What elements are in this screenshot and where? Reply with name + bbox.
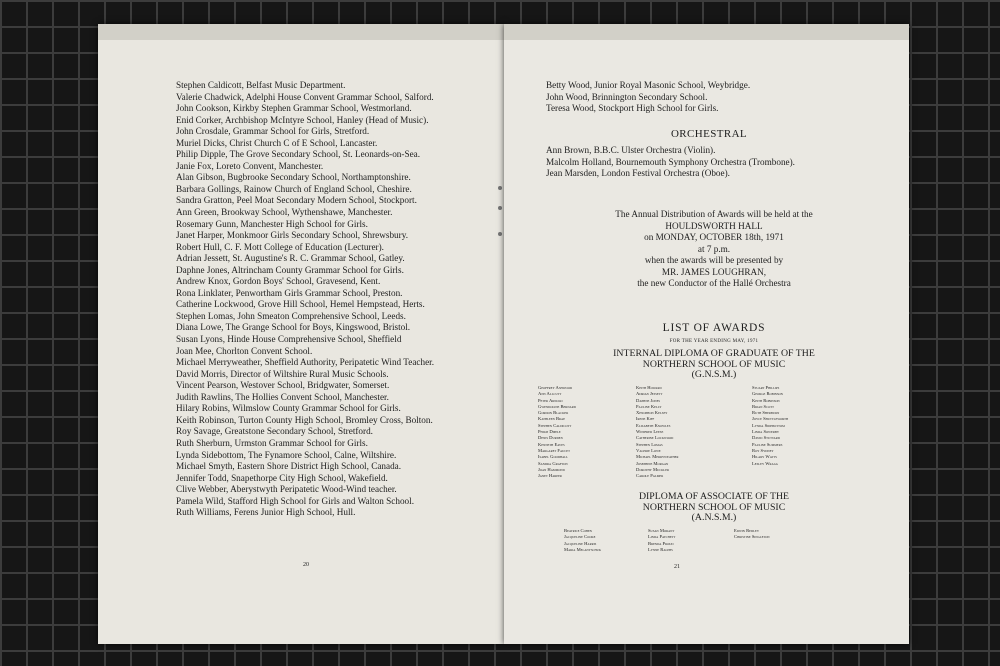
left-page [98, 24, 505, 644]
graduate-name: Lesley Wragg [752, 460, 779, 466]
page-top-edge [504, 24, 909, 40]
notice-line: when the awards will be presented by [644, 255, 784, 266]
list-item: Ruth Williams, Ferens Junior High School, Hull. [176, 507, 356, 518]
list-item: Teresa Wood, Stockport High School for Girls. [546, 103, 719, 114]
list-item: Rona Linklater, Penwortham Girls Grammar School, Preston. [176, 287, 403, 298]
associate-name: Brenda Proud [648, 540, 674, 546]
list-item: Ann Brown, B.B.C. Ulster Orchestra (Violin). [546, 145, 716, 155]
graduate-name: Joan Hammond [538, 466, 565, 472]
list-item: Joan Mee, Chorlton Convent School. [176, 345, 313, 356]
list-item: Janie Fox, Loreto Convent, Manchester. [176, 160, 324, 171]
list-item: Betty Wood, Junior Royal Masonic School, Weybridge. [546, 80, 751, 90]
list-item: Adrian Jessett, St. Augustine's R. C. Grammar School, Gatley. [176, 253, 405, 264]
list-item: Robert Hull, C. F. Mott College of Education (Lecturer). [176, 241, 384, 252]
associate-name: Edwin Redley [734, 528, 760, 533]
orchestral-heading: ORCHESTRAL [670, 128, 748, 140]
graduate-name: Ruth Sherburn [752, 410, 780, 416]
list-item: Diana Lowe, The Grange School for Boys, Kingswood, Bristol. [176, 322, 411, 333]
graduate-column [636, 385, 752, 479]
graduate-name: Hilary Watts [752, 454, 777, 460]
heading-line: (A.N.S.M.) [691, 512, 737, 523]
binding-hole [498, 186, 502, 190]
list-of-awards-title: LIST OF AWARDS [662, 322, 766, 334]
ansm-heading [544, 492, 884, 524]
list-item: Ann Green, Brookway School, Wythenshawe, Manchester. [176, 207, 393, 218]
page-top-edge [98, 24, 504, 40]
page-number: 21 [674, 564, 680, 570]
list-item: Stephen Caldicott, Belfast Music Department. [176, 80, 346, 90]
graduate-name: Adrian Jessett [636, 391, 663, 397]
graduate-name: Stephen Caldicott [538, 422, 572, 428]
list-item: Ruth Sherburn, Urmston Grammar School for Girls. [176, 437, 368, 448]
graduate-name: Carole Palmer [636, 473, 664, 479]
heading-line: DIPLOMA OF ASSOCIATE OF THE [638, 491, 790, 502]
graduate-name: Josephine Morgan [636, 460, 669, 466]
list-item: Jean Marsden, London Festival Orchestra (Oboe). [546, 168, 730, 179]
list-item: Malcolm Holland, Bournemouth Symphony Orchestra (Trombone). [546, 156, 795, 167]
associate-name: Christine Singleton [734, 534, 770, 540]
heading-line: (G.N.S.M.) [691, 369, 737, 380]
list-item: Michael Smyth, Eastern Shore District High School, Canada. [176, 461, 402, 472]
associate-name: Susan Morant [648, 528, 675, 533]
graduate-name: Irene Kiff [636, 416, 655, 422]
list-item: John Crosdale, Grammar School for Girls, Stretford. [176, 126, 370, 137]
graduate-name: Winifred Leese [636, 429, 664, 435]
graduate-name: Ann Allcutt [538, 391, 562, 397]
award-ceremony-notice [564, 209, 864, 290]
list-item: Catherine Lockwood, Grove Hill School, Hemel Hempstead, Herts. [176, 299, 425, 310]
list-item: Sandra Gratton, Peel Moat Secondary Modern School, Stockport. [176, 195, 417, 206]
list-item: Clive Webber, Aberystwyth Peripatetic Wood-Wind teacher. [176, 484, 397, 495]
graduate-column [538, 385, 636, 479]
list-item: Michael Merryweather, Sheffield Authority, Peripatetic Wind Teacher. [176, 357, 434, 368]
list-item: David Morris, Director of Wiltshire Rural Music Schools. [176, 368, 389, 379]
list-item: Philip Dipple, The Grove Secondary School, St. Leonards-on-Sea. [176, 149, 421, 160]
graduate-name: Kathleen Brae [538, 416, 566, 422]
associate-name: Jacqueline Harris [564, 540, 597, 546]
graduate-name: Keith Howard [636, 385, 662, 390]
graduate-name: Geoffrey Ashwood [538, 385, 573, 390]
ansm-associates [564, 528, 824, 553]
list-item: Alan Gibson, Bugbrooke Secondary School, Northamptonshire. [176, 172, 411, 183]
graduate-name: George Robinson [752, 391, 783, 397]
graduate-name: Kenneth Eaves [538, 441, 565, 447]
graduate-name: Denis Durden [538, 435, 563, 441]
graduate-name: Elizabeth Knowles [636, 422, 671, 428]
notice-line: HOULDSWORTH HALL [665, 220, 763, 231]
graduate-name: Roy Sydney [752, 447, 774, 453]
graduate-name: Brian Scott [752, 403, 774, 409]
graduate-name: Daphne Jones [636, 397, 661, 403]
associate-name: Lynne Ralphs [648, 546, 673, 552]
heading-line: NORTHERN SCHOOL OF MUSIC [642, 358, 786, 370]
list-item: Vincent Pearson, Westover School, Bridgwater, Somerset. [176, 380, 390, 391]
list-item: Pamela Wild, Stafford High School for Girls and Walton School. [176, 495, 414, 506]
list-item: Hilary Robins, Wilmslow County Grammar School for Girls. [176, 403, 401, 414]
graduate-name: Pauline Kelly [636, 403, 662, 409]
orchestral-list [546, 145, 846, 180]
awards-subtitle: FOR THE YEAR ENDING MAY, 1971 [669, 339, 759, 344]
graduate-name: Philip Dipple [538, 429, 561, 435]
gnsm-graduates [538, 385, 852, 479]
graduate-name: Catherine Lockwood [636, 435, 674, 441]
notice-line: on MONDAY, OCTOBER 18th, 1971 [644, 232, 784, 243]
heading-line: INTERNAL DIPLOMA OF GRADUATE OF THE [613, 348, 815, 359]
notice-line: at 7 p.m. [697, 243, 731, 254]
graduate-name: Peter Arnold [538, 397, 563, 403]
list-item: Barbara Gollings, Rainow Church of England School, Cheshire. [176, 183, 412, 194]
graduate-name: Lynda Sidebottom [752, 422, 785, 428]
list-item: John Wood, Brinnington Secondary School. [546, 91, 708, 102]
graduate-name: Stuart Phillips [752, 385, 780, 390]
notice-line: The Annual Distribution of Awards will be held at the [615, 209, 813, 219]
notice-line: the new Conductor of the Hallé Orchestra [637, 278, 791, 289]
graduate-name: Xenophon Kelsey [636, 410, 668, 416]
list-item: Rosemary Gunn, Manchester High School for Girls. [176, 218, 368, 229]
graduate-name: Gwendoline Bernard [538, 403, 576, 409]
graduate-name: Sandra Grafton [538, 460, 568, 466]
binding-hole [498, 232, 502, 236]
graduate-name: Margaret Faucet [538, 447, 570, 453]
graduate-name: Gordon Blacker [538, 410, 569, 416]
list-item: Valerie Chadwick, Adelphi House Convent Grammar School, Salford. [176, 91, 434, 102]
associate-name: Beatrice Cohen [564, 528, 592, 533]
list-item: Jennifer Todd, Snapethorpe City High School, Wakefield. [176, 472, 388, 483]
graduate-name: David Stuttard [752, 435, 780, 441]
associate-name: Linda Patchett [648, 534, 676, 540]
list-item: John Cookson, Kirkby Stephen Grammar School, Westmorland. [176, 103, 412, 114]
graduate-name: Dorothy Muckler [636, 466, 670, 472]
graduate-name: Keith Robinson [752, 397, 780, 403]
graduate-name: Janet Harper [538, 473, 562, 479]
list-item: Andrew Knox, Gordon Boys' School, Gravesend, Kent. [176, 276, 381, 287]
list-item: Enid Corker, Archbishop McIntyre School, Hanley (Head of Music). [176, 114, 429, 125]
list-item: Lynda Sidebottom, The Fynamore School, Calne, Wiltshire. [176, 449, 397, 460]
right-name-list [546, 80, 846, 115]
graduate-name: Valerie Lowe [636, 447, 661, 453]
left-name-list [176, 80, 476, 519]
associate-column [648, 528, 734, 553]
graduate-column [752, 385, 852, 479]
graduate-name: Linda Sowerby [752, 429, 780, 435]
notice-line: MR. JAMES LOUGHRAN, [661, 266, 767, 277]
list-item: Janet Harper, Monkmoor Girls Secondary School, Shrewsbury. [176, 230, 408, 241]
list-item: Muriel Dicks, Christ Church C of E School, Lancaster. [176, 137, 378, 148]
graduate-name: Pauline Summers [752, 441, 783, 447]
associate-name: Jacqueline Cooke [564, 534, 596, 540]
list-item: Roy Savage, Greatstone Secondary School, Stretford. [176, 426, 373, 437]
associate-column [564, 528, 648, 553]
graduate-name: Joyce Shuttleworth [752, 416, 789, 422]
graduate-name: Stephen Lomas [636, 441, 663, 447]
associate-column [734, 528, 824, 553]
page-number: 20 [303, 562, 309, 568]
list-item: Judith Rawlins, The Hollies Convent School, Manchester. [176, 391, 389, 402]
binding-hole [498, 206, 502, 210]
list-item: Keith Robinson, Turton County High School, Bromley Cross, Bolton. [176, 414, 433, 425]
list-item: Daphne Jones, Altrincham County Grammar School for Girls. [176, 264, 404, 275]
heading-line: NORTHERN SCHOOL OF MUSIC [642, 501, 786, 513]
graduate-name: Isabel Goodhall [538, 454, 568, 460]
right-page [504, 24, 909, 644]
associate-name: Maria Melanyschuk [564, 546, 601, 552]
gnsm-heading [544, 349, 884, 381]
graduate-name: Michael Merryweather [636, 454, 679, 460]
list-item: Stephen Lomas, John Smeaton Comprehensive School, Leeds. [176, 310, 406, 321]
list-item: Susan Lyons, Hinde House Comprehensive School, Sheffield [176, 334, 402, 345]
